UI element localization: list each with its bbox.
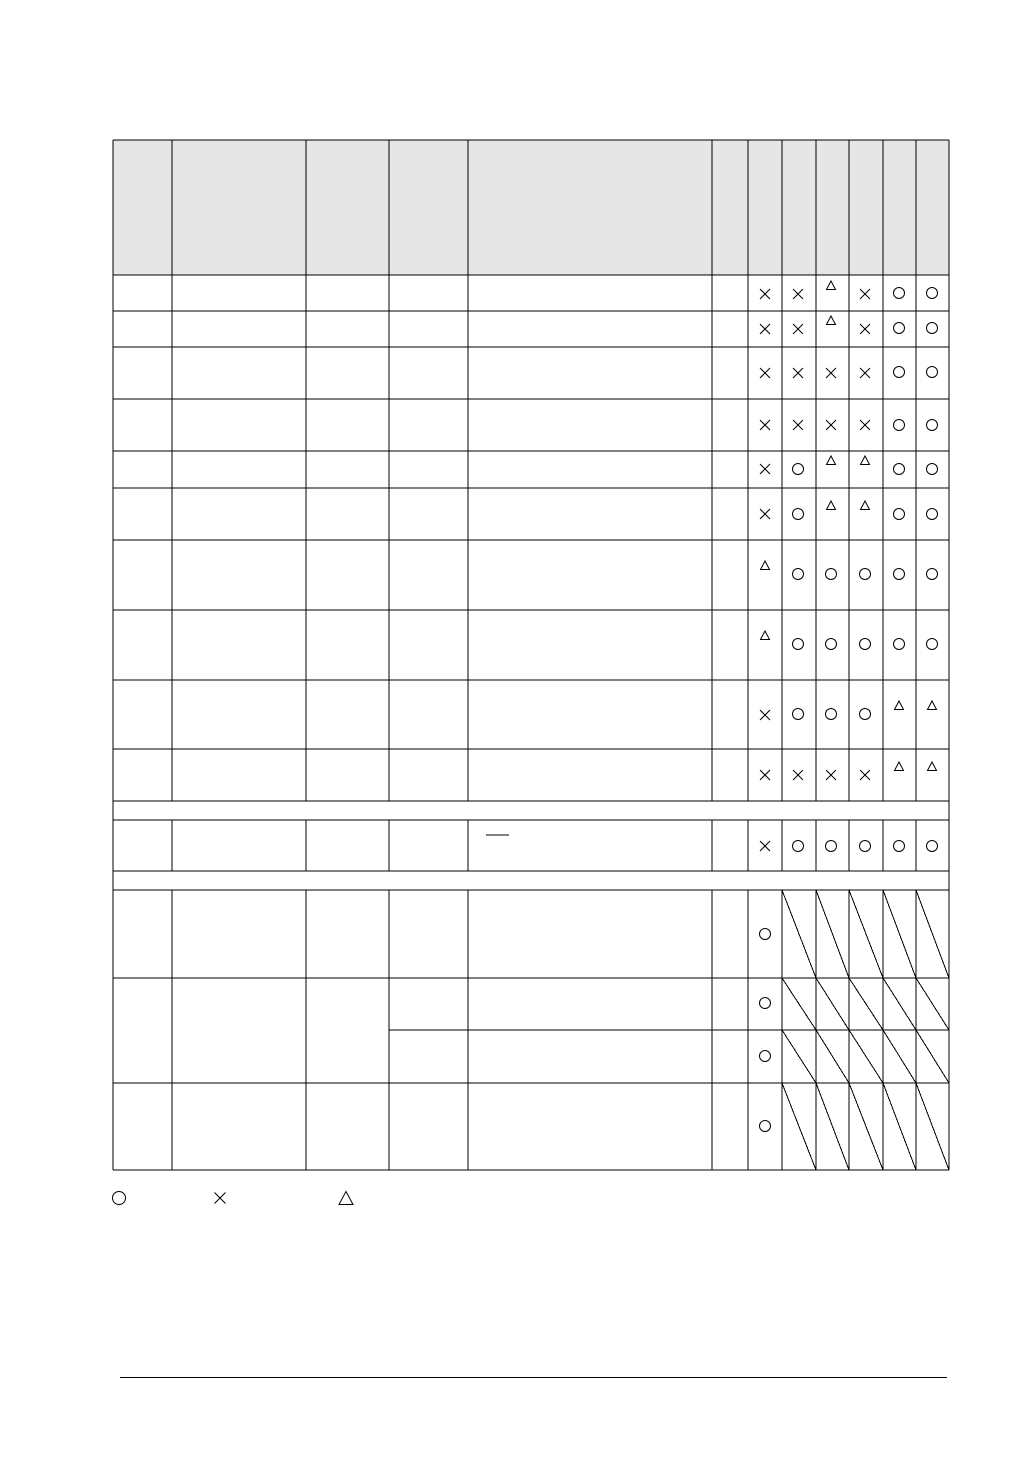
circle-mark <box>793 841 804 852</box>
cross-mark <box>860 770 870 780</box>
circle-mark <box>894 569 905 580</box>
circle-mark <box>826 569 837 580</box>
triangle-mark <box>895 762 904 771</box>
circle-mark <box>793 464 804 475</box>
cross-mark <box>860 368 870 378</box>
circle-mark <box>927 288 938 299</box>
circle-mark <box>894 841 905 852</box>
diagonal-strike <box>816 1083 849 1170</box>
cross-mark <box>826 420 836 430</box>
triangle-mark <box>827 316 836 325</box>
circle-mark <box>826 709 837 720</box>
diagonal-strike <box>816 1030 849 1083</box>
cross-symbol-icon <box>212 1190 228 1206</box>
circle-mark <box>927 420 938 431</box>
circle-mark <box>894 509 905 520</box>
circle-mark <box>927 569 938 580</box>
diagonal-strike <box>916 978 949 1030</box>
triangle-mark <box>761 561 770 570</box>
cross-mark <box>760 420 770 430</box>
diagonal-strike <box>849 1030 883 1083</box>
circle-mark <box>793 569 804 580</box>
diagonal-strike <box>782 1083 816 1170</box>
circle-symbol-icon <box>111 1190 127 1206</box>
circle-mark <box>927 367 938 378</box>
circle-mark <box>927 464 938 475</box>
circle-mark <box>894 288 905 299</box>
cross-mark <box>760 710 770 720</box>
circle-mark <box>894 367 905 378</box>
circle-mark <box>860 569 871 580</box>
triangle-mark <box>861 501 870 510</box>
cross-mark <box>793 770 803 780</box>
diagonal-strike <box>916 890 949 978</box>
diagonal-strike <box>816 890 849 978</box>
diagonal-strike <box>883 978 916 1030</box>
circle-mark <box>760 1121 771 1132</box>
cross-mark <box>760 368 770 378</box>
triangle-mark <box>928 701 937 710</box>
circle-mark <box>927 509 938 520</box>
cross-mark <box>760 464 770 474</box>
triangle-symbol-icon <box>337 1190 355 1206</box>
diagonal-strike <box>782 978 816 1030</box>
diagonal-strike <box>782 1030 816 1083</box>
circle-mark <box>826 639 837 650</box>
triangle-mark <box>827 281 836 290</box>
cross-mark <box>760 289 770 299</box>
circle-mark <box>894 420 905 431</box>
cross-mark <box>793 324 803 334</box>
circle-mark <box>860 709 871 720</box>
cross-mark <box>760 509 770 519</box>
circle-mark <box>894 639 905 650</box>
circle-mark <box>894 323 905 334</box>
cross-mark <box>760 770 770 780</box>
circle-mark <box>826 841 837 852</box>
circle-mark <box>927 841 938 852</box>
circle-mark <box>793 709 804 720</box>
cross-mark <box>860 420 870 430</box>
circle-mark <box>793 639 804 650</box>
cross-mark <box>760 841 770 851</box>
diagonal-strike <box>816 978 849 1030</box>
triangle-mark <box>861 456 870 465</box>
diagonal-strike <box>849 978 883 1030</box>
circle-mark <box>760 1051 771 1062</box>
diagonal-strike <box>849 1083 883 1170</box>
diagonal-strike <box>916 1083 949 1170</box>
circle-mark <box>760 929 771 940</box>
cross-mark <box>826 770 836 780</box>
circle-mark <box>793 509 804 520</box>
cross-mark <box>760 324 770 334</box>
diagonal-strike <box>849 890 883 978</box>
circle-mark <box>860 639 871 650</box>
circle-mark <box>927 323 938 334</box>
diagonal-strike <box>782 890 816 978</box>
triangle-mark <box>761 631 770 640</box>
cross-mark <box>793 289 803 299</box>
symbol-legend <box>0 1190 1033 1214</box>
triangle-mark <box>827 501 836 510</box>
cross-mark <box>860 324 870 334</box>
triangle-mark <box>827 456 836 465</box>
cross-mark <box>860 289 870 299</box>
circle-mark <box>760 998 771 1009</box>
footer-rule <box>120 1377 947 1378</box>
cross-mark <box>826 368 836 378</box>
triangle-mark <box>928 762 937 771</box>
circle-mark <box>860 841 871 852</box>
circle-mark <box>894 464 905 475</box>
diagonal-strike <box>916 1030 949 1083</box>
circle-mark <box>927 639 938 650</box>
cross-mark <box>793 368 803 378</box>
triangle-mark <box>895 701 904 710</box>
cross-mark <box>793 420 803 430</box>
diagonal-strike <box>883 890 916 978</box>
diagonal-strike <box>883 1030 916 1083</box>
table-header <box>113 140 949 275</box>
diagonal-strike <box>883 1083 916 1170</box>
